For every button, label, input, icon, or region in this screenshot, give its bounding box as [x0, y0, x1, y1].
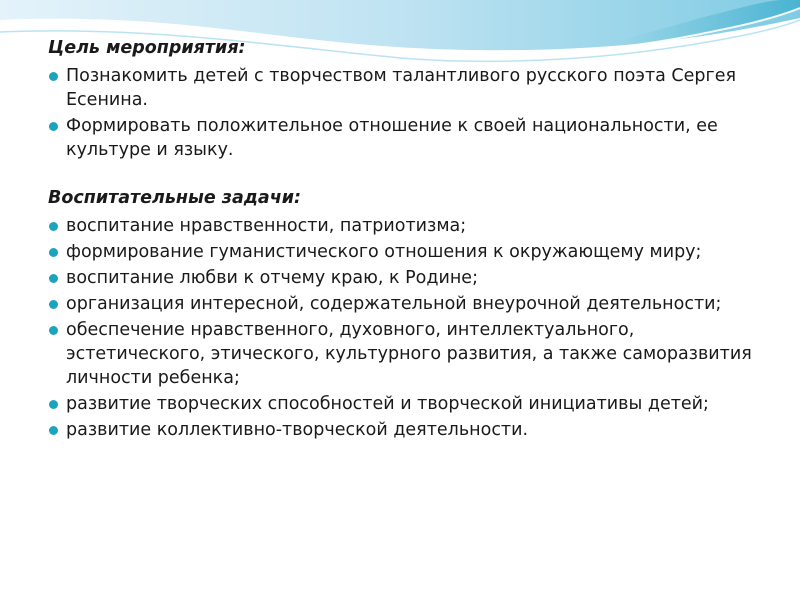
list-item-text: воспитание нравственности, патриотизма; [66, 216, 467, 236]
tasks-heading: Воспитательные задачи: [48, 188, 302, 208]
list-item [48, 64, 768, 112]
bullet-dot-icon [49, 400, 58, 409]
bullet-dot-icon [49, 326, 58, 335]
tasks-list [48, 214, 768, 442]
list-item [48, 240, 768, 264]
goal-list [48, 64, 768, 162]
list-item-text: воспитание любви к отчему краю, к Родине; [66, 268, 478, 288]
list-item-text: обеспечение нравственного, духовного, интеллектуального, эстетического, этического, культурного развития, а также саморазвития личности ребенка; [66, 320, 752, 388]
list-item-text: развитие коллективно-творческой деятельности. [66, 420, 529, 440]
bullet-dot-icon [49, 222, 58, 231]
list-item [48, 214, 768, 238]
bullet-dot-icon [49, 248, 58, 257]
bullet-dot-icon [49, 426, 58, 435]
list-item [48, 418, 768, 442]
list-item [48, 392, 768, 416]
list-item-text: Формировать положительное отношение к своей национальности, ее культуре и языку. [66, 116, 718, 160]
list-item-text: развитие творческих способностей и творческой инициативы детей; [66, 394, 709, 414]
list-item [48, 114, 768, 162]
list-item-text: организация интересной, содержательной внеурочной деятельности; [66, 294, 722, 314]
list-item [48, 292, 768, 316]
list-item [48, 266, 768, 290]
list-item-text: формирование гуманистического отношения к окружающему миру; [66, 242, 702, 262]
list-item-text: Познакомить детей с творчеством талантливого русского поэта Сергея Есенина. [66, 66, 737, 110]
bullet-dot-icon [49, 274, 58, 283]
goal-heading: Цель мероприятия: [48, 38, 246, 58]
slide-content [48, 36, 768, 444]
bullet-dot-icon [49, 72, 58, 81]
list-item [48, 318, 768, 390]
bullet-dot-icon [49, 300, 58, 309]
bullet-dot-icon [49, 122, 58, 131]
